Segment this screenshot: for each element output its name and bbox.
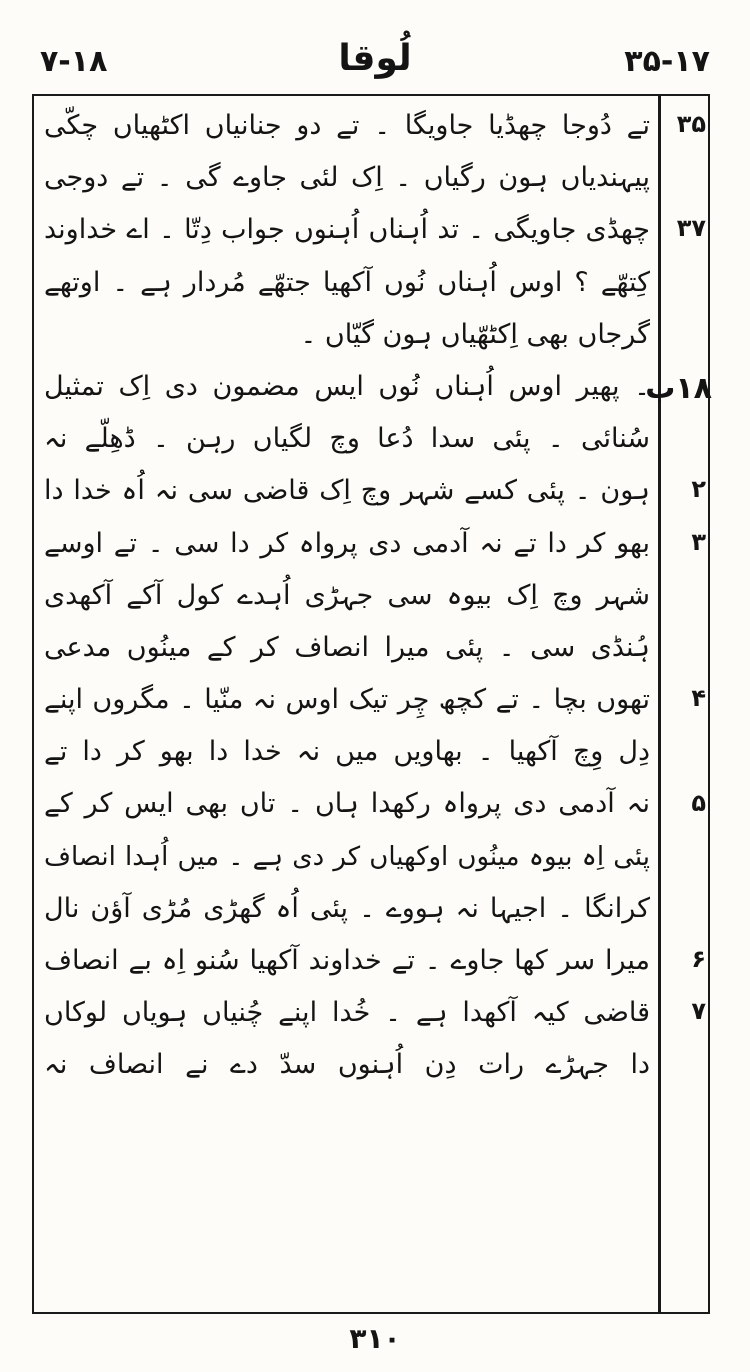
text-line: ہون ۔ پئی کسے شہر وچ اِک قاضی سی نہ اُہ خدا دا [44, 475, 650, 507]
text-line: سُنائی ۔ پئی سدا دُعا وچ لگیاں رہن ۔ ڈھِلّے نہ [44, 423, 650, 455]
header-book-title: لُوقا [338, 38, 412, 79]
scripture-text [44, 100, 650, 1092]
page-header [40, 38, 710, 88]
verse-number: ۶ [691, 945, 706, 974]
text-line: دا جہڑے رات دِن اُہنوں سدّ دے نے انصاف نہ [44, 1049, 650, 1081]
text-line: ہُنڈی سی ۔ پئی میرا انصاف کر کے مینُوں مدعی [44, 631, 650, 663]
verse-number: ۵ [691, 788, 706, 817]
text-line: پئی اِہ بیوہ مینُوں اوکھیاں کر دی ہے ۔ میں اُہدا انصاف [44, 841, 650, 872]
verse-number: ۳۵ [676, 110, 706, 138]
verse-gutter-divider [658, 94, 661, 1314]
text-line: تھوں بچا ۔ تے کچھ چِر تیک اوس نہ منّیا ۔ مگروں اپنے [44, 684, 650, 716]
page-number: ۳۱۰ [349, 1322, 401, 1355]
chapter-number: ۱۸ب [645, 371, 712, 406]
verse-number: ۲ [691, 475, 706, 504]
verse-number: ۴ [691, 684, 706, 713]
text-line: کِتھّے ؟ اوس اُہناں نُوں آکھیا جتھّے مُردار ہے ۔ اوتھے [44, 266, 650, 298]
text-line: بھو کر دا تے نہ آدمی دی پرواہ کر دا سی ۔ تے اوسے [44, 527, 650, 559]
text-line: شہر وچ اِک بیوہ سی جہڑی اُہدے کول آکے آکھدی [44, 579, 650, 611]
verse-number: ۳۷ [676, 214, 706, 243]
text-line: گرجاں بھی اِکٹھّیاں ہون گیّاں ۔ [300, 318, 650, 350]
text-line: قاضی کیہ آکھدا ہے ۔ خُدا اپنے چُنیاں ہویاں لوکاں [44, 997, 650, 1029]
text-line: کرانگا ۔ اجیہا نہ ہووے ۔ پئی اُہ گھڑی مُڑی آؤن نال [44, 892, 650, 924]
text-line: دِل وِچ آکھیا ۔ بھاویں میں نہ خدا دا بھو کر دا تے [44, 736, 650, 768]
verse-number: ۳ [691, 527, 706, 556]
text-line: پیہندیاں ہون رگیاں ۔ اِک لئی جاوے گی ۔ تے دوجی [44, 162, 650, 194]
text-line: چھڈی جاویگی ۔ تد اُہناں اُہنوں جواب دِتّا ۔ اے خداوند [44, 214, 650, 246]
text-line: میرا سر کھا جاوے ۔ تے خداوند آکھیا سُنو اِہ بے انصاف [44, 945, 650, 976]
text-line: ۔ پھیر اوس اُہناں نُوں ایس مضمون دی اِک تمثیل [44, 370, 650, 402]
text-line: تے دُوجا چھڈیا جاویگا ۔ تے دو جنانیاں اکٹھیاں چکّی [44, 110, 650, 141]
header-chapter-range-right: ۳۵-۱۷ [624, 44, 710, 79]
verse-number: ۷ [691, 997, 706, 1026]
text-line: نہ آدمی دی پرواہ رکھدا ہاں ۔ تاں بھی ایس کر کے [44, 788, 650, 820]
header-chapter-range-left: ۷-۱۸ [40, 44, 108, 79]
